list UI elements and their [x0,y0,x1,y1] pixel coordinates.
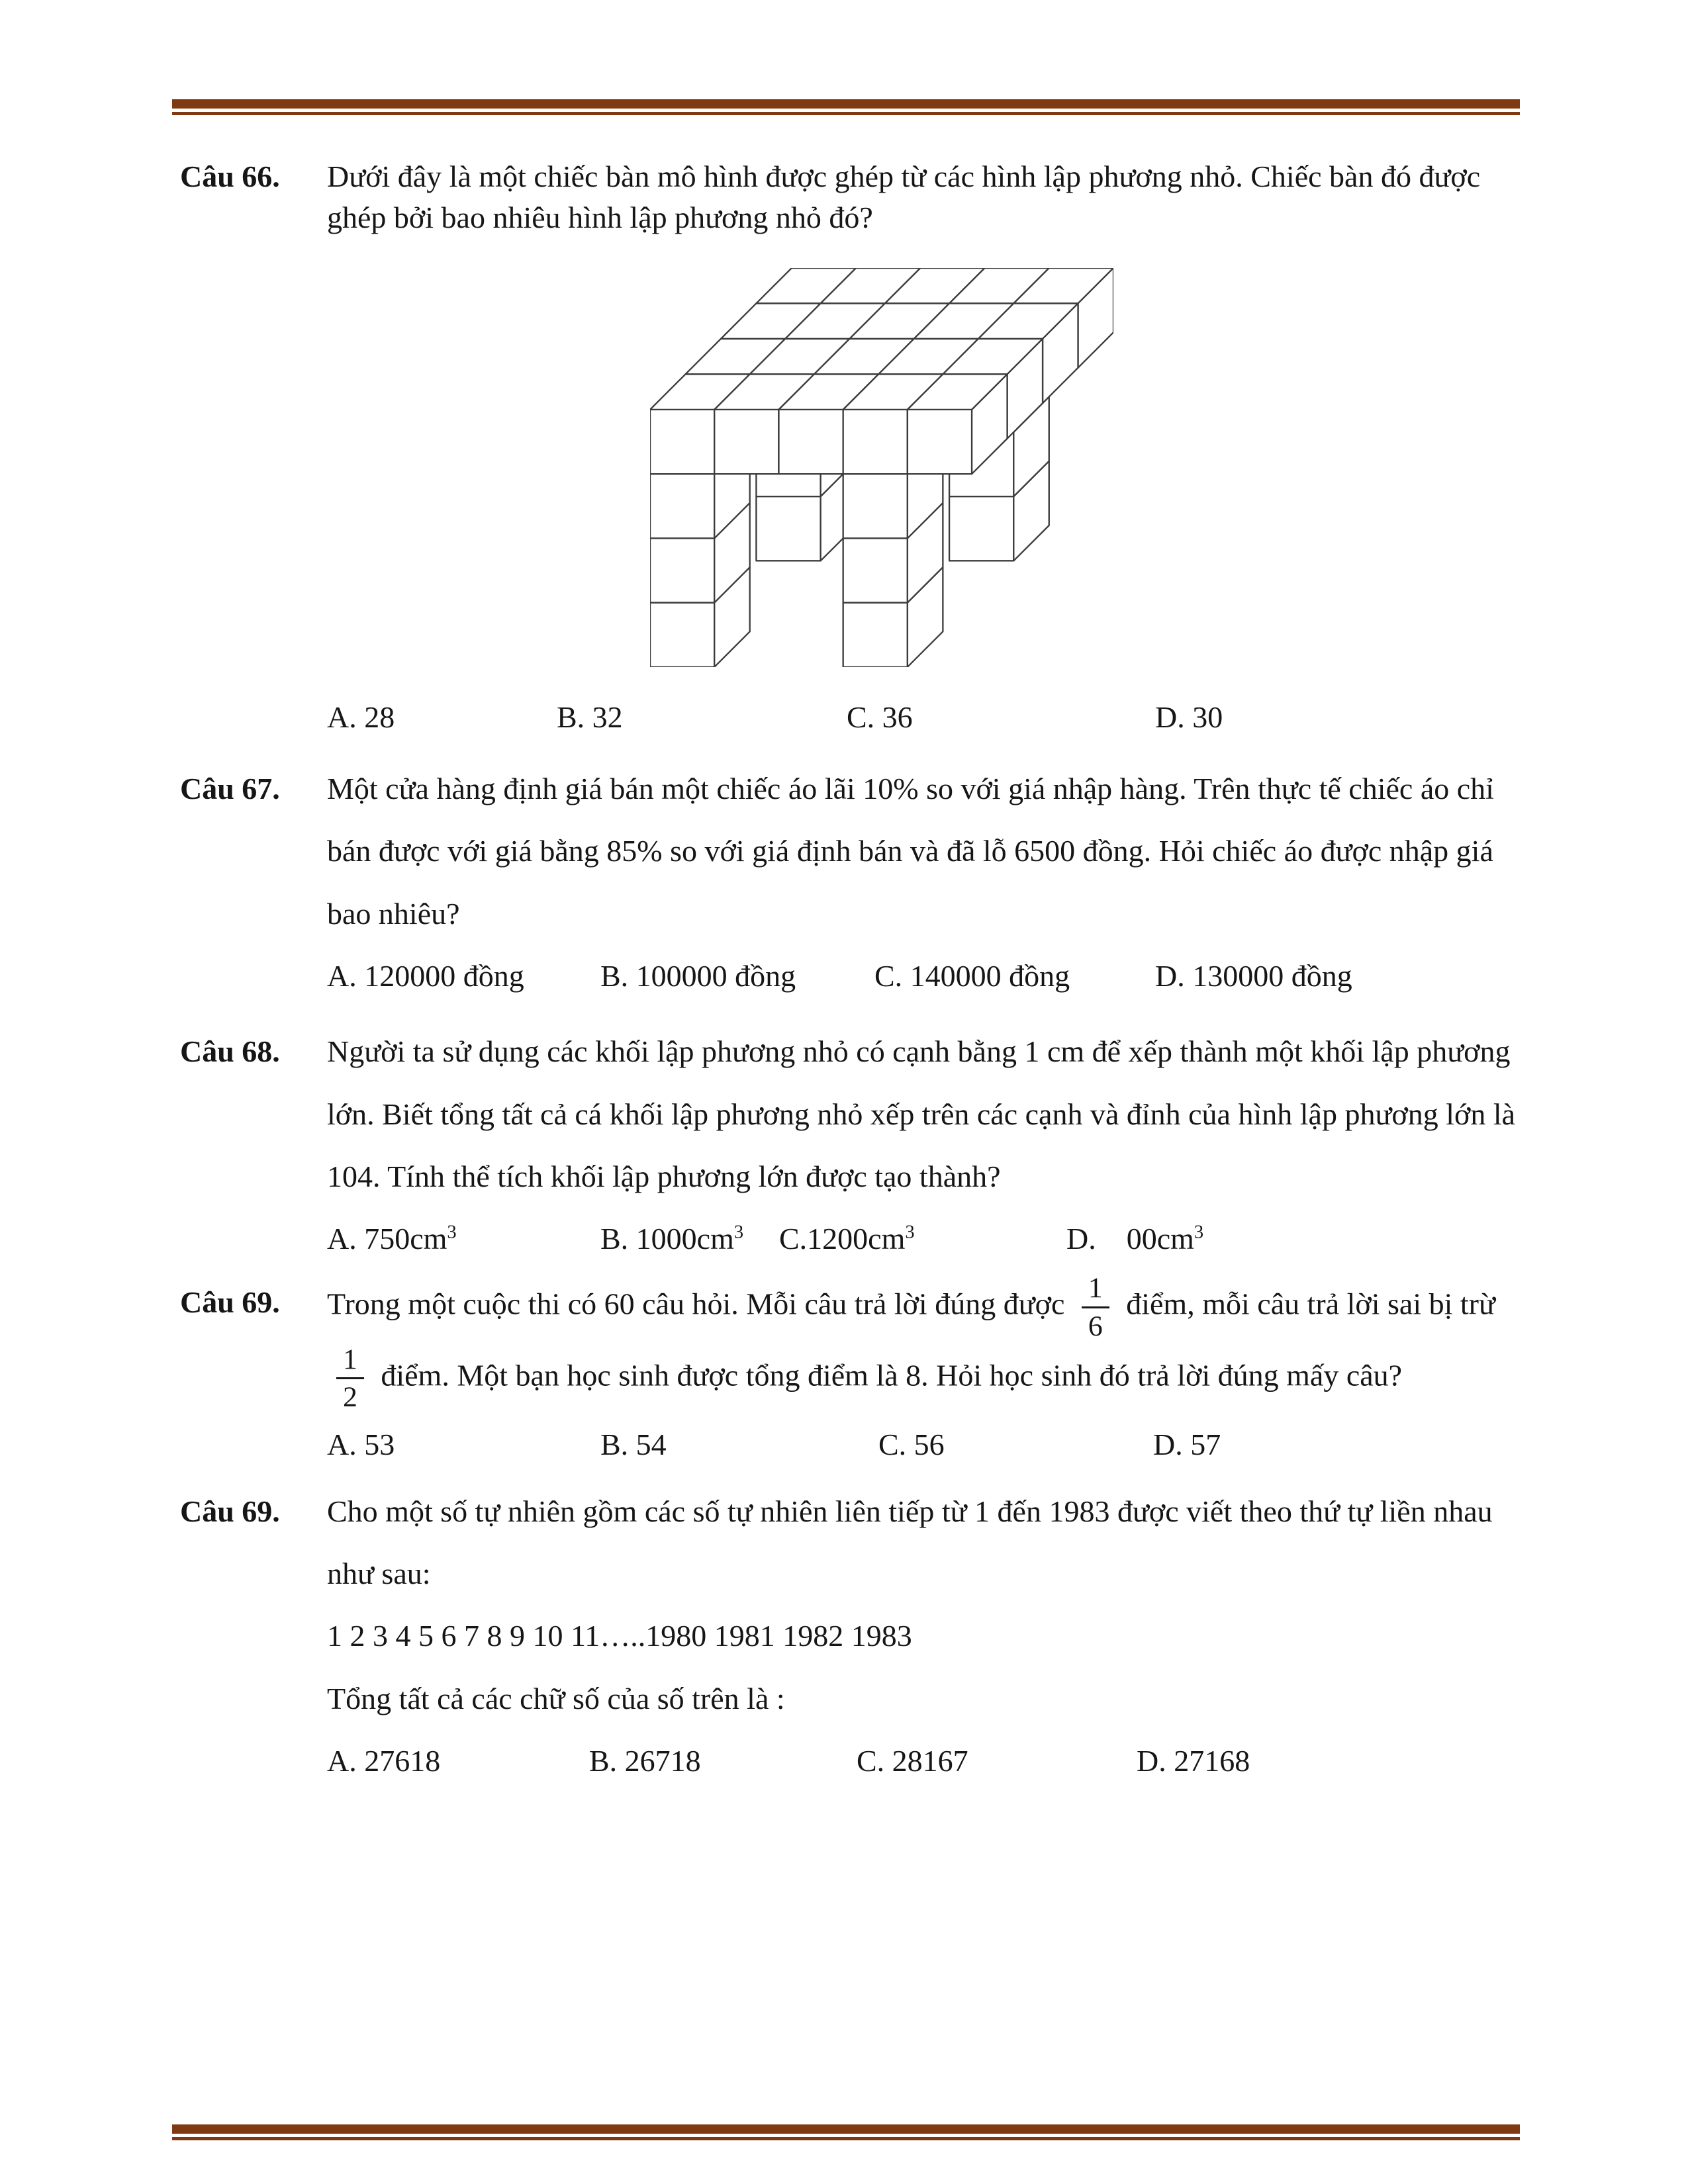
question-66-options [327,697,1519,738]
option-d: D. 30 [1155,700,1223,734]
option-b: B. $1000cm^3$ [600,1222,744,1256]
option-d: D. 27168 [1137,1743,1250,1778]
question-66-text: Dưới đây là một chiếc bàn mô hình được ghép từ các hình lập phương nhỏ. Chiếc bàn đó được ghép bởi bao nhiêu hình lập phương nhỏ đó? [327,159,1481,235]
question-69-first-body [327,1271,1519,1476]
question-69-second-text: Cho một số tự nhiên gồm các số tự nhiên liên tiếp từ 1 đến 1983 được viết theo thứ tự liền nhau như sau: [327,1494,1493,1591]
superscript: 3 [1194,1222,1204,1243]
option-a: A. 120000 đồng [327,958,524,993]
option-b: B. 54 [600,1428,667,1462]
fraction-numerator: 1 [336,1343,364,1379]
text-segment: Trong một cuộc thi có 60 câu hỏi. Mỗi câu trả lời đúng được [327,1287,1065,1321]
superscript: 3 [733,1222,744,1243]
question-68-text: Người ta sử dụng các khối lập phương nhỏ có cạnh bằng 1 cm để xếp thành một khối lập phương lớn. Biết tổng tất cả cá khối lập phương nhỏ xếp trên các cạnh và đỉnh của hình lập phương lớn là 104. Tính thể tích khối lập phương lớn được tạo thành? [327,1034,1516,1193]
option-a: A. 28 [327,700,395,734]
option-d: D. 130000 đồng [1155,958,1352,993]
option-c: C. 140000 đồng [874,958,1070,993]
text-segment: điểm. Một bạn học sinh được tổng điểm là 8. Hỏi học sinh đó trả lời đúng mấy câu? [381,1358,1403,1392]
option-a: A. $750cm^3$ [327,1222,457,1256]
fraction-denominator: 2 [343,1381,357,1414]
option-d: D. $00cm^3$ [1066,1222,1204,1256]
border-thin-line [172,112,1520,115]
question-68-options [327,1208,1519,1270]
fraction-denominator: 6 [1088,1310,1103,1342]
question-68 [180,1021,1519,1270]
question-67 [180,758,1519,1007]
option-b: B. 100000 đồng [600,958,796,993]
text-segment: điểm, mỗi câu trả lời sai bị trừ [1126,1287,1495,1321]
question-68-label: Câu 68. [180,1034,280,1069]
page-border-bottom [172,2124,1520,2140]
question-67-body [327,758,1519,1007]
border-thick-line [172,99,1520,109]
fraction-one-half [336,1343,364,1414]
option-a: A. 27618 [327,1743,441,1778]
question-66 [180,156,1519,738]
question-68-body [327,1021,1519,1270]
question-69-first [180,1271,1519,1476]
border-thin-line [172,2137,1520,2140]
question-69-first-options [327,1414,1519,1476]
border-thick-line [172,2124,1520,2134]
superscript: 3 [905,1222,915,1243]
option-b: B. 26718 [589,1743,701,1778]
question-67-text: Một cửa hàng định giá bán một chiếc áo lãi 10% so với giá nhập hàng. Trên thực tế chiếc áo chỉ bán được với giá bằng 85% so với giá định bán và đã lỗ 6500 đồng. Hỏi chiếc áo được nhập giá bao nhiêu? [327,772,1494,931]
fraction-one-sixth [1082,1271,1109,1343]
page-content [180,156,1519,1792]
question-69-first-label: Câu 69. [180,1285,280,1320]
cube-table-drawing [650,268,1113,667]
page-border-top [172,99,1520,115]
option-c: C. 28167 [857,1743,968,1778]
option-b: B. 32 [557,700,623,734]
option-c: $C.1200cm^3$ [779,1222,915,1256]
question-69-second [180,1480,1519,1792]
question-66-label: Câu 66. [180,159,280,193]
question-69-second-options [327,1730,1519,1792]
option-c: C. 36 [847,700,913,734]
option-a: A. 53 [327,1428,395,1462]
number-sequence-line: 1 2 3 4 5 6 7 8 9 10 11…..1980 1981 1982 1983 [327,1619,912,1653]
question-67-label: Câu 67. [180,772,280,806]
question-69-second-body [327,1480,1519,1792]
question-69-first-text [327,1271,1519,1414]
option-c: C. 56 [878,1428,945,1462]
question-69-second-label: Câu 69. [180,1494,280,1528]
superscript: 3 [447,1222,457,1243]
cube-table-figure [650,268,1519,667]
question-67-options [327,945,1519,1007]
question-69-second-prompt: Tổng tất cả các chữ số của số trên là : [327,1681,785,1715]
question-66-body [327,156,1519,738]
option-d: D. 57 [1153,1428,1221,1462]
fraction-numerator: 1 [1082,1271,1109,1308]
